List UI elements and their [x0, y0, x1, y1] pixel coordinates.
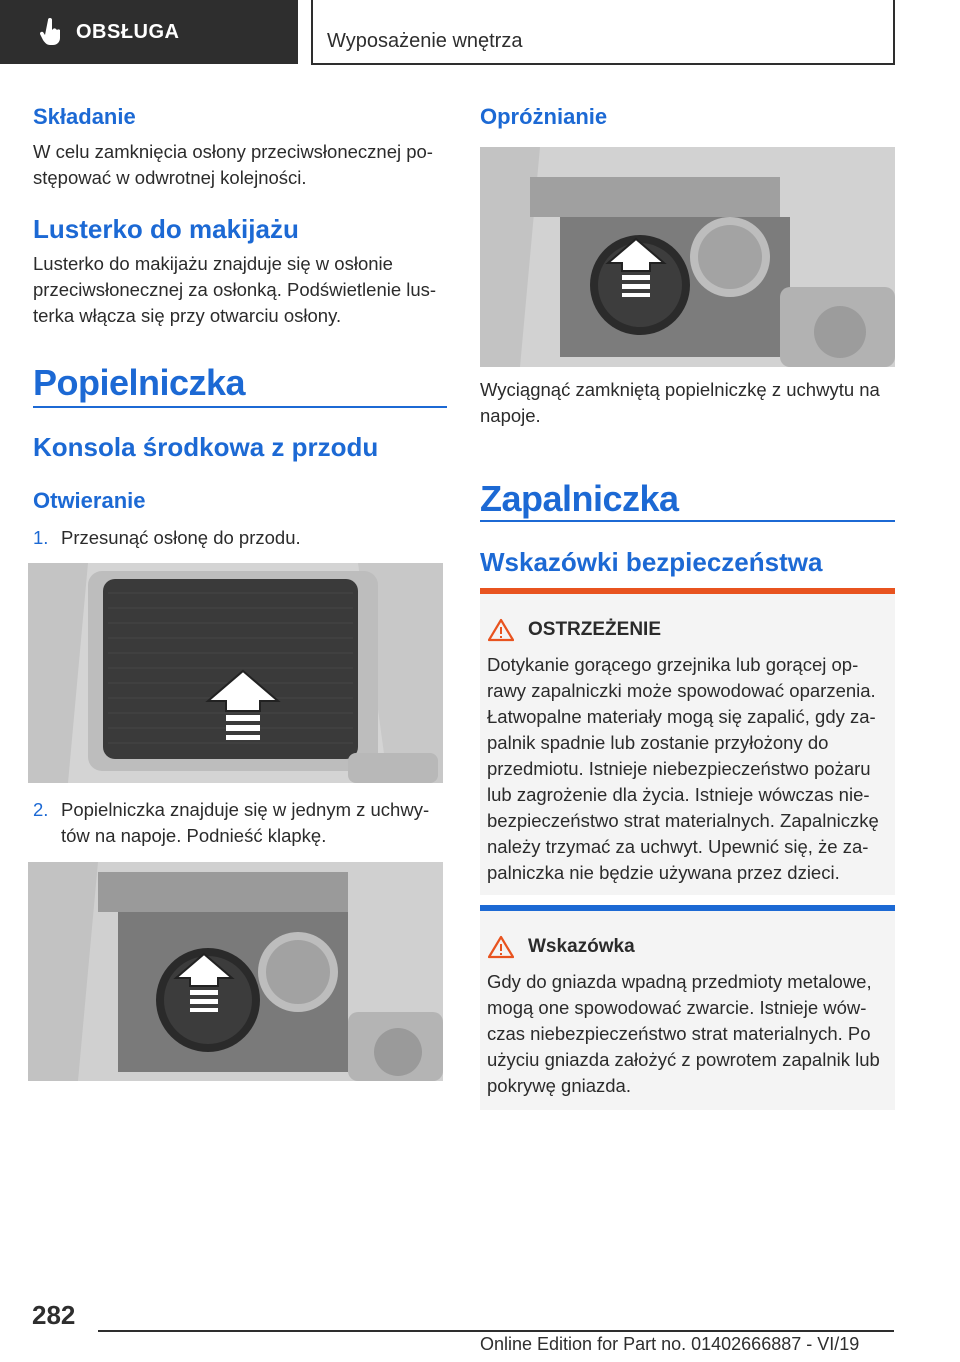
footer-edition: Online Edition for Part no. 01402666887 - VI/19 [480, 1334, 860, 1354]
warning-bar [480, 588, 895, 594]
list-item [33, 525, 453, 551]
paragraph-oproznianie: Wyciągnąć zamkniętą popielniczkę z uchwytu na napoje. [480, 379, 880, 426]
note-box [480, 905, 895, 1110]
warning-body: Dotykanie gorącego grzejnika lub gorącej op- rawy zapalniczki może spowodować oparzenia. Łatwopalne materiały mogą się zapalić, gdy za- palnik spadnie lub zostanie przyłożony do przedmiotu. Istnieje niebezpieczeństwo pożaru lub zagrożenie dla życia. Istnieje wówczas nie- bezpieczeństwo strat materialnych. Zapalniczkę należy trzymać za uchwyt. Upewnić się, że za- palniczka nie będzie używana przez dzieci. [487, 654, 879, 883]
photo-console-cover [28, 563, 443, 783]
heading-rule [33, 406, 447, 408]
heading-oproznianie: Opróżnianie [480, 104, 608, 129]
chapter-tab-label: OBSŁUGA [76, 20, 180, 43]
heading-popielniczka: Popielniczka [33, 362, 246, 403]
warning-title-row [488, 618, 895, 642]
heading-lusterko: Lusterko do makijażu [33, 214, 299, 244]
hand-pointer-icon [40, 17, 66, 47]
step-text: Popielniczka znajduje się w jednym z uchwy- tów na napoje. Podnieść klapkę. [61, 799, 430, 846]
step-number: 1. [33, 527, 49, 548]
heading-wskazowki: Wskazówki bezpieczeństwa [480, 547, 823, 577]
paragraph-skladanie: W celu zamknięcia osłony przeciwsłonecznej po- stępować w odwrotnej kolejności. [33, 141, 433, 188]
warning-triangle-icon [488, 618, 514, 642]
heading-skladanie: Składanie [33, 104, 136, 129]
warning-triangle-icon [488, 935, 514, 959]
heading-konsola: Konsola środkowa z przodu [33, 432, 379, 462]
photo-ashtray-remove [480, 147, 895, 367]
section-title: Wyposażenie wnętrza [327, 30, 523, 52]
heading-rule [480, 520, 895, 522]
list-item [33, 797, 453, 849]
chapter-tab[interactable] [0, 0, 298, 64]
warning-title: OSTRZEŻENIE [528, 619, 662, 640]
paragraph-lusterko: Lusterko do makijażu znajduje się w osłonie przeciwsłonecznej za osłonką. Podświetlenie lus- terka włącza się przy otwarciu osłony. [33, 253, 437, 326]
note-bar [480, 905, 895, 911]
step-text: Przesunąć osłonę do przodu. [61, 527, 301, 548]
heading-otwieranie: Otwieranie [33, 488, 146, 513]
header-divider-right [893, 0, 895, 64]
footer-rule [98, 1330, 894, 1332]
note-title-row [488, 935, 895, 959]
page-number: 282 [32, 1300, 76, 1330]
note-title: Wskazówka [528, 936, 635, 957]
header-divider [311, 0, 313, 64]
heading-zapalniczka: Zapalniczka [480, 478, 679, 519]
step-number: 2. [33, 799, 49, 820]
header-underline [311, 63, 895, 65]
warning-box [480, 588, 895, 895]
note-body: Gdy do gniazda wpadną przedmioty metalowe, mogą one spowodować zwarcie. Istnieje wów- czas niebezpieczeństwo strat materialnych. Po użyciu gniazda założyć z powrotem zapalnik lub pokrywę gniazda. [487, 971, 880, 1096]
photo-ashtray-flap [28, 862, 443, 1081]
